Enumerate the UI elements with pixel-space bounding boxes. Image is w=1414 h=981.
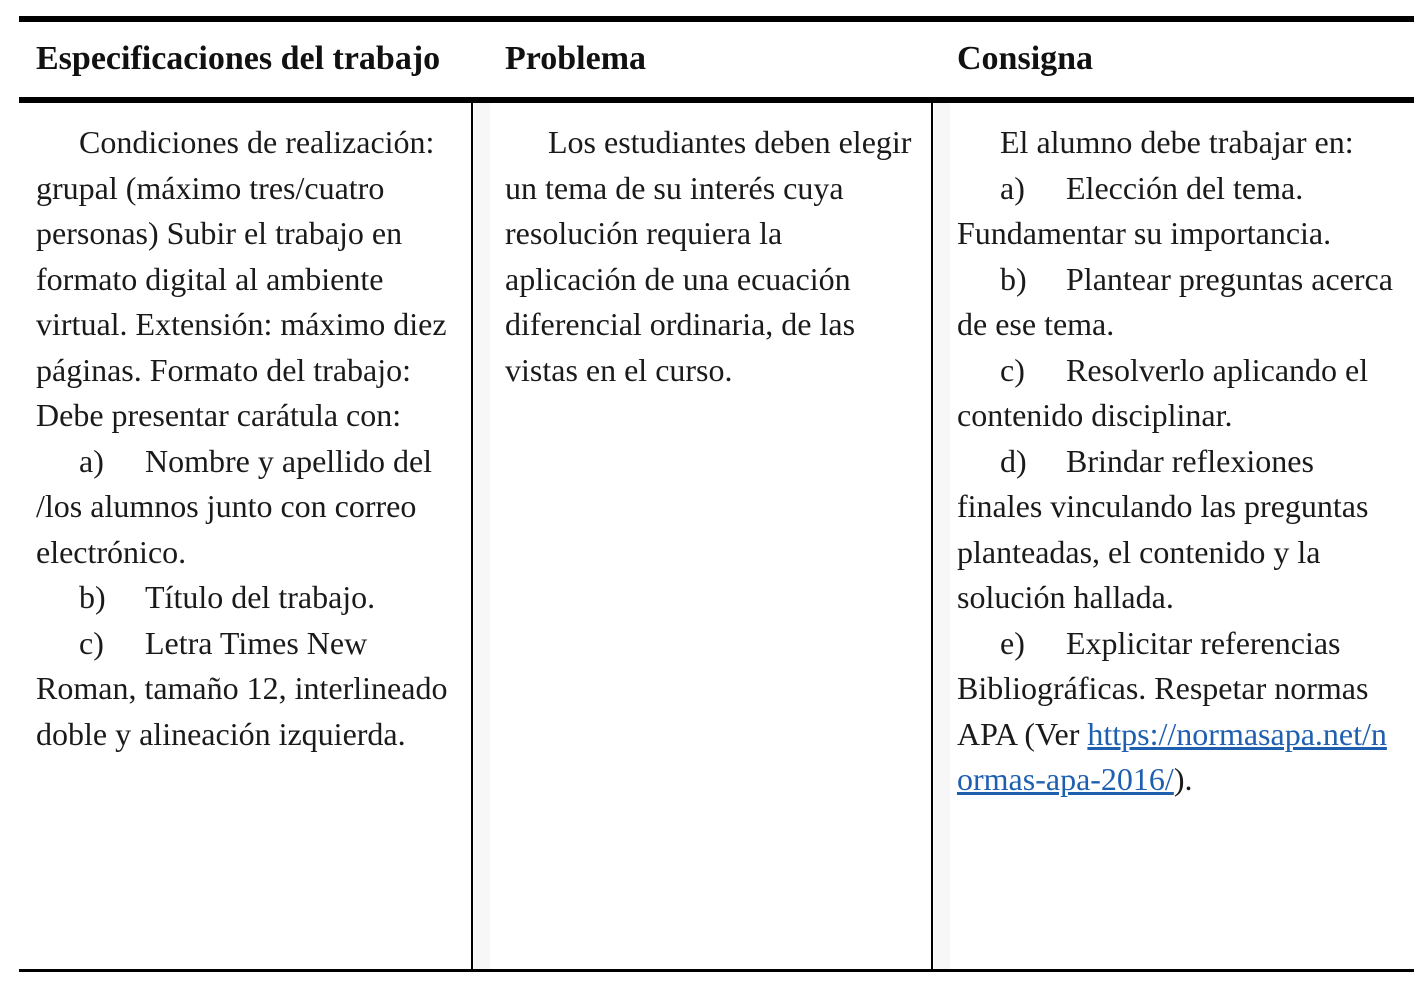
especificaciones-intro: Condiciones de realización: grupal (máximo tres/cuatro personas) Subir el trabajo en formato digital al ambiente virtual. Extensión: máximo diez páginas. Formato del trabajo: Debe presentar carátula con: xyxy=(36,124,447,433)
cell-especificaciones xyxy=(36,120,466,757)
table-header-rule xyxy=(19,97,1414,103)
column-shade-3 xyxy=(934,103,950,969)
consigna-item-c: c) Resolverlo aplicando el contenido disciplinar. xyxy=(957,351,1369,433)
header-especificaciones: Especificaciones del trabajo xyxy=(36,40,441,77)
consigna-item-b: b) Plantear preguntas acerca de ese tema. xyxy=(957,260,1393,342)
column-shade-2 xyxy=(474,103,490,969)
consigna-intro: El alumno debe trabajar en: xyxy=(1000,124,1354,160)
table-bottom-rule xyxy=(19,969,1414,972)
consigna-item-d: d) Brindar reflexiones finales vinculando las preguntas planteadas, el contenido y la solución hallada. xyxy=(957,442,1369,615)
header-problema: Problema xyxy=(505,40,647,77)
consigna-item-e: e) Explicitar referencias Bibliográficas. Respetar normas APA (Ver https://normasapa.net/normas-apa-2016/). xyxy=(957,624,1387,797)
column-divider-2 xyxy=(931,103,933,969)
column-divider-1 xyxy=(471,103,473,969)
especificaciones-item-b: b) Título del trabajo. xyxy=(79,579,376,615)
cell-consigna xyxy=(957,120,1397,803)
normas-apa-link[interactable]: https://normasapa.net/normas-apa-2016/ xyxy=(957,715,1387,797)
cell-problema xyxy=(505,120,915,393)
consigna-item-a: a) Elección del tema. Fundamentar su importancia. xyxy=(957,169,1332,251)
especificaciones-item-c: c) Letra Times New Roman, tamaño 12, interlineado doble y alineación izquierda. xyxy=(36,624,448,752)
problema-text: Los estudiantes deben elegir un tema de su interés cuya resolución requiera la aplicación de una ecuación diferencial ordinaria, de las vistas en el curso. xyxy=(505,124,912,388)
especificaciones-item-a: a) Nombre y apellido del /los alumnos junto con correo electrónico. xyxy=(36,442,433,570)
table-top-rule xyxy=(19,16,1414,22)
header-consigna: Consigna xyxy=(957,40,1094,77)
